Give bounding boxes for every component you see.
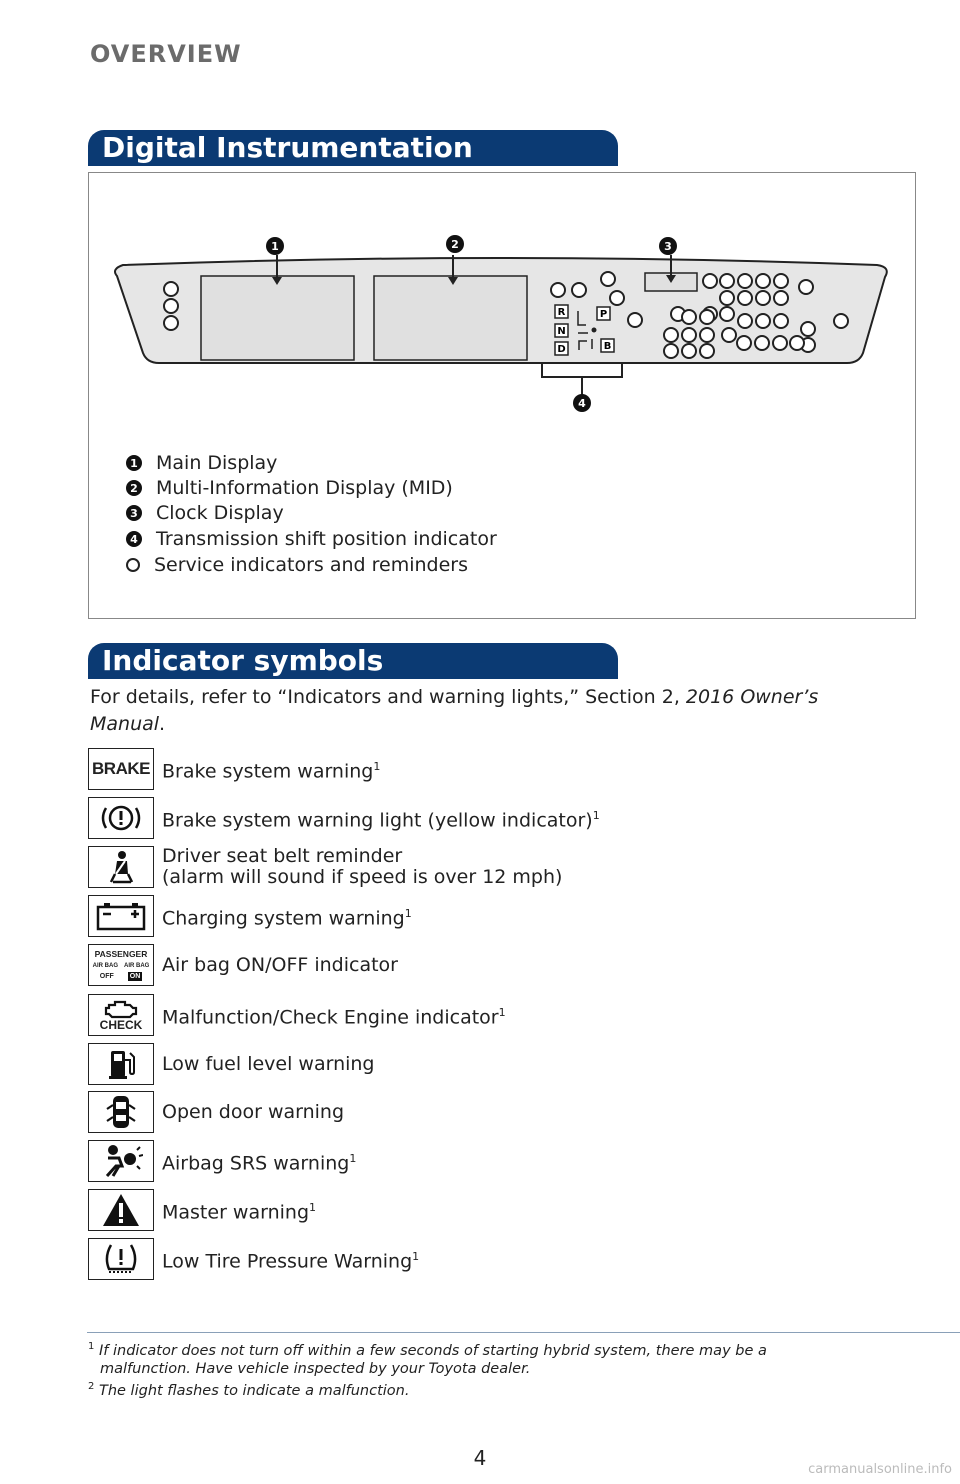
shift-letter-p: P bbox=[599, 309, 608, 320]
legend-label: Service indicators and reminders bbox=[154, 554, 468, 576]
number-badge-icon: 4 bbox=[126, 531, 142, 547]
brake-text-icon: BRAKE bbox=[88, 748, 154, 790]
indicator-banner-label: Indicator symbols bbox=[102, 644, 384, 677]
indicator-row-door bbox=[88, 1091, 344, 1133]
indicator-row-charging: Charging system warning$^1$ bbox=[88, 895, 412, 937]
indicator-label: Driver seat belt reminder bbox=[162, 845, 403, 867]
indicator-row-tire-pressure: Low Tire Pressure Warning$^1$ bbox=[88, 1238, 419, 1280]
indicator-label-secondary: (alarm will sound if speed is over 12 mph) bbox=[162, 866, 563, 888]
open-door-icon bbox=[88, 1091, 154, 1133]
indicator-intro bbox=[90, 684, 890, 738]
fuel-pump-icon bbox=[88, 1043, 154, 1085]
airbag-srs-icon bbox=[88, 1140, 154, 1182]
legend-item-service bbox=[126, 553, 468, 577]
indicator-row-brake: BRAKE Brake system warning$^1$ bbox=[88, 748, 380, 790]
number-badge-icon: 3 bbox=[126, 505, 142, 521]
battery-icon bbox=[88, 895, 154, 937]
legend-label: Multi-Information Display (MID) bbox=[156, 477, 453, 499]
cluster-legend bbox=[126, 451, 826, 591]
seatbelt-icon bbox=[88, 846, 154, 888]
number-badge-icon: 1 bbox=[126, 455, 142, 471]
footnotes bbox=[88, 1338, 948, 1400]
indicator-row-airbag-onoff bbox=[88, 944, 398, 986]
legend-item-shift bbox=[126, 527, 497, 551]
legend-label: Transmission shift position indicator bbox=[156, 528, 497, 550]
number-badge-icon: 2 bbox=[126, 480, 142, 496]
legend-item-main-display bbox=[126, 451, 277, 475]
footnote-divider bbox=[87, 1332, 960, 1333]
indicator-row-brake-yellow: Brake system warning light (yellow indicator)$^1$ bbox=[88, 797, 600, 839]
shift-letter-b: B bbox=[603, 341, 612, 352]
intro-text: For details, refer to “Indicators and warning lights,” Section 2, bbox=[90, 686, 686, 708]
legend-item-mid bbox=[126, 476, 453, 500]
indicator-label: Low Tire Pressure Warning bbox=[162, 1250, 413, 1273]
digital-banner-label: Digital Instrumentation bbox=[102, 131, 473, 164]
check-engine-icon: CHECK bbox=[88, 994, 154, 1036]
intro-end: . bbox=[159, 713, 166, 735]
page-number: 4 bbox=[473, 1446, 487, 1470]
instrument-panel-figure bbox=[88, 172, 916, 619]
svg-text:4: 4 bbox=[578, 397, 586, 410]
indicator-row-master-warning: Master warning$^1$ bbox=[88, 1189, 316, 1231]
shift-letter-n: N bbox=[557, 326, 566, 337]
indicator-label: Brake system warning light (yellow indicator) bbox=[162, 809, 593, 832]
intro-manual-title: 2016 Owner’s Manual bbox=[90, 686, 819, 735]
indicator-label: Brake system warning bbox=[162, 760, 374, 783]
airbag-passenger-icon: PASSENGER AIR BAG AIR BAG OFF ON bbox=[88, 944, 154, 986]
watermark: carmanualsonline.info bbox=[808, 1462, 952, 1477]
master-warning-icon bbox=[88, 1189, 154, 1231]
indicator-row-seatbelt bbox=[88, 846, 562, 888]
svg-text:2: 2 bbox=[451, 238, 459, 251]
digital-banner bbox=[88, 130, 618, 166]
footnote-1: $^1$ If indicator does not turn off within a few seconds of starting hybrid system, there may be a bbox=[88, 1341, 767, 1359]
indicator-banner bbox=[88, 643, 618, 679]
indicator-label: Malfunction/Check Engine indicator bbox=[162, 1006, 499, 1029]
footnote-2: $^2$ The light flashes to indicate a malfunction. bbox=[88, 1380, 410, 1399]
legend-item-clock bbox=[126, 501, 284, 525]
shift-letter-d: D bbox=[557, 344, 566, 355]
indicator-label: Charging system warning bbox=[162, 907, 405, 930]
indicator-label: Low fuel level warning bbox=[162, 1052, 375, 1075]
svg-text:3: 3 bbox=[664, 240, 672, 253]
indicator-label: Airbag SRS warning bbox=[162, 1152, 350, 1175]
footnote-1-cont: malfunction. Have vehicle inspected by your Toyota dealer. bbox=[100, 1360, 531, 1377]
circle-outline-icon bbox=[126, 558, 140, 572]
tire-pressure-icon bbox=[88, 1238, 154, 1280]
section-title: OVERVIEW bbox=[90, 40, 242, 68]
svg-text:1: 1 bbox=[271, 240, 279, 253]
legend-label: Clock Display bbox=[156, 502, 284, 524]
legend-label: Main Display bbox=[156, 452, 278, 474]
indicator-row-check-engine: CHECK Malfunction/Check Engine indicator$^1$ bbox=[88, 994, 506, 1036]
indicator-label: Open door warning bbox=[162, 1100, 345, 1123]
indicator-label: Air bag ON/OFF indicator bbox=[162, 953, 398, 976]
indicator-row-srs: Airbag SRS warning$^1$ bbox=[88, 1140, 356, 1182]
indicator-label: Master warning bbox=[162, 1201, 310, 1224]
indicator-row-fuel bbox=[88, 1043, 375, 1085]
brake-circle-icon bbox=[88, 797, 154, 839]
shift-letter-r: R bbox=[557, 307, 566, 318]
